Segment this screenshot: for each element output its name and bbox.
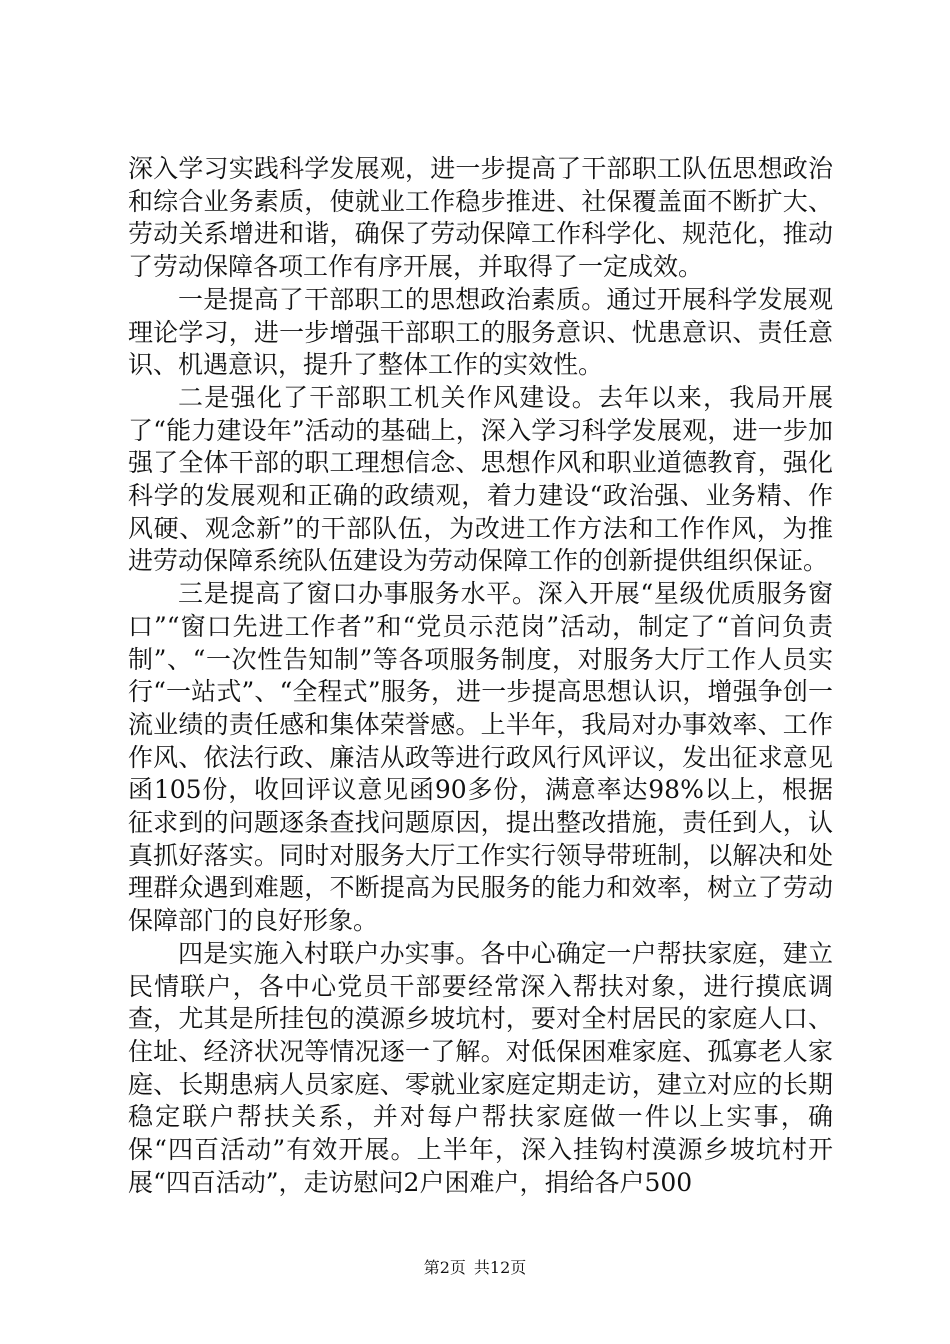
paragraph-1-political-quality: 一是提高了干部职工的思想政治素质。通过开展科学发展观理论学习，进一步增强干部职工的服务意识、忧患意识、责任意识、机遇意识，提升了整体工作的实效性。	[128, 284, 833, 380]
paragraph-3-window-service: 三是提高了窗口办事服务水平。深入开展“星级优质服务窗口”“窗口先进工作者”和“党员示范岗”活动，制定了“首问负责制”、“一次性告知制”等各项服务制度，对服务大厅工作人员实行“一站式”、“全程式”服务，进一步提高思想认识，增强争创一流业绩的责任感和集体荣誉感。上半年，我局对办事效率、工作作风、依法行政、廉洁从政等进行政风行风评议，发出征求意见函105份，收回评议意见函90多份，满意率达98%以上，根据征求到的问题逐条查找问题原因，提出整改措施，责任到人，认真抓好落实。同时对服务大厅工作实行领导带班制，以解决和处理群众遇到难题，不断提高为民服务的能力和效率，树立了劳动保障部门的良好形象。	[128, 579, 833, 936]
document-body	[128, 153, 833, 1200]
paragraph-continuation: 深入学习实践科学发展观，进一步提高了干部职工队伍思想政治和综合业务素质，使就业工作稳步推进、社保覆盖面不断扩大、劳动关系增进和谐，确保了劳动保障工作科学化、规范化，推动了劳动保障各项工作有序开展，并取得了一定成效。	[128, 154, 833, 282]
paragraph-4-village-households: 四是实施入村联户办实事。各中心确定一户帮扶家庭，建立民情联户，各中心党员干部要经常深入帮扶对象，进行摸底调查，尤其是所挂包的漠源乡坡坑村，要对全村居民的家庭人口、住址、经济状况等情况逐一了解。对低保困难家庭、孤寡老人家庭、长期患病人员家庭、零就业家庭定期走访，建立对应的长期稳定联户帮扶关系，并对每户帮扶家庭做一件以上实事，确保“四百活动”有效开展。上半年，深入挂钩村漠源乡坡坑村开展“四百活动”，走访慰问2户困难户，捐给各户500	[128, 938, 833, 1197]
page-footer	[0, 1255, 950, 1278]
page-number: 第2页	[423, 1258, 466, 1277]
page-total: 共12页	[473, 1258, 527, 1277]
paragraph-2-work-style: 二是强化了干部职工机关作风建设。去年以来，我局开展了“能力建设年”活动的基础上，深入学习科学发展观，进一步加强了全体干部的职工理想信念、思想作风和职业道德教育，强化科学的发展观和正确的政绩观，着力建设“政治强、业务精、作风硬、观念新”的干部队伍，为改进工作方法和工作作风，为推进劳动保障系统队伍建设为劳动保障工作的创新提供组织保证。	[128, 382, 833, 576]
